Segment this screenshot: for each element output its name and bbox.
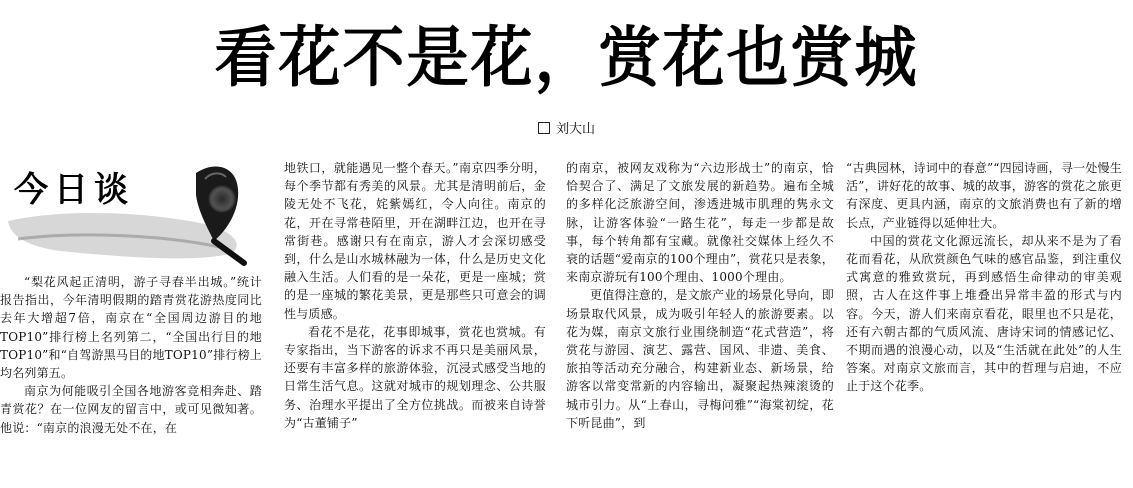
headline: 看花不是花，赏花也赏城 — [214, 19, 919, 96]
paragraph: “梨花风起正清明，游子寻春半出城。”统计报告指出，今年清明假期的踏青赏花游热度同比去年大增超7倍，南京在“全国周边游目的地TOP10”排行榜上名列第二，“全国出行目的地TOP10”和“自驾游黑马目的地TOP10”排行榜上均名列第五。 — [0, 275, 262, 381]
paragraph: “古典园林，诗词中的春意”“四园诗画，寻一处慢生活”，讲好花的故事、城的故事，游客的赏花之旅更有深度、更具内涵，南京的文旅消费也有了新的增长点，产业链得以延伸壮大。 — [846, 161, 1122, 230]
paragraph: 的南京，被网友戏称为“六边形战士”的南京，恰恰契合了、满足了文旅发展的新趋势。遍布全城的多样化泛旅游空间，渗透进城市肌理的隽永文脉，让游客体验“一路生花”，每走一步都是故事，每个转角都有宝藏。就像社交媒体上经久不衰的话题“爱南京的100个理由”，赏花只是表象，来南京游玩有100个理由、1000个理由。 — [566, 161, 834, 285]
article-column-1 — [0, 159, 262, 437]
paragraph: 地铁口，就能遇见一整个春天。”南京四季分明，每个季节都有秀美的风景。尤其是清明前后，金陵无处不飞花，姹紫嫣红，令人向往。南京的花，开在寻常巷陌里，开在湖畔江边，也开在寻常街巷。感谢只有在南京，游人才会深切感受到，什么是山水城林融为一体，什么是历史文化融入生活。人们看的是一朵花，更是一座城；赏的是一座城的繁花美景，更是那些只可意会的调性与质感。 — [284, 161, 546, 321]
article-column-3 — [566, 159, 834, 432]
paragraph: 南京为何能吸引全国各地游客竞相奔赴、踏青赏花？在一位网友的留言中，或可见微知著。他说：“南京的浪漫无处不在，在 — [0, 384, 262, 435]
byline-box-icon — [538, 122, 550, 134]
paragraph: 中国的赏花文化源远流长，却从来不是为了看花而看花，从欣赏颜色气味的感官品鉴，到注重仪式寓意的雅致赏玩，再到感悟生命律动的审美观照，古人在这件事上堆叠出异常丰盈的形式与内容。今天，游人们来南京看花，眼里也不只是花，还有六朝古都的气质风流、唐诗宋词的情感记忆、不期而遇的浪漫心动，以及“生活就在此处”的人生答案。对南京文旅而言，其中的哲理与启迪，不应止于这个花季。 — [846, 233, 1122, 394]
article-column-4 — [846, 159, 1122, 396]
paragraph: 更值得注意的，是文旅产业的场景化导向，即场景取代风景，成为吸引年轻人的旅游要素。以花为媒，南京文旅行业围绕制造“花式营造”，将赏花与游园、演艺、露营、国风、非遗、美食、旅拍等活动充分融合，构建新业态、新场景，给游客以常变常新的内容输出，凝聚起热辣滚烫的城市引力。从“上春山，寻梅问雅”“海棠初绽，花下听昆曲”，到 — [566, 288, 835, 430]
author-name: 刘大山 — [555, 122, 595, 137]
column-name: 今日谈 — [14, 170, 134, 210]
paragraph: 看花不是花，花事即城事，赏花也赏城。有专家指出，当下游客的诉求不再只是美丽风景，还要有丰富多样的旅游体验，沉浸式感受当地的日常生活气息。这就对城市的规划理念、公共服务、治理水平提出了全方位挑战。而被来自诗誉为“古董铺子” — [284, 324, 546, 430]
byline — [0, 121, 1133, 139]
column-logo — [0, 159, 262, 267]
article-column-2 — [284, 159, 546, 432]
